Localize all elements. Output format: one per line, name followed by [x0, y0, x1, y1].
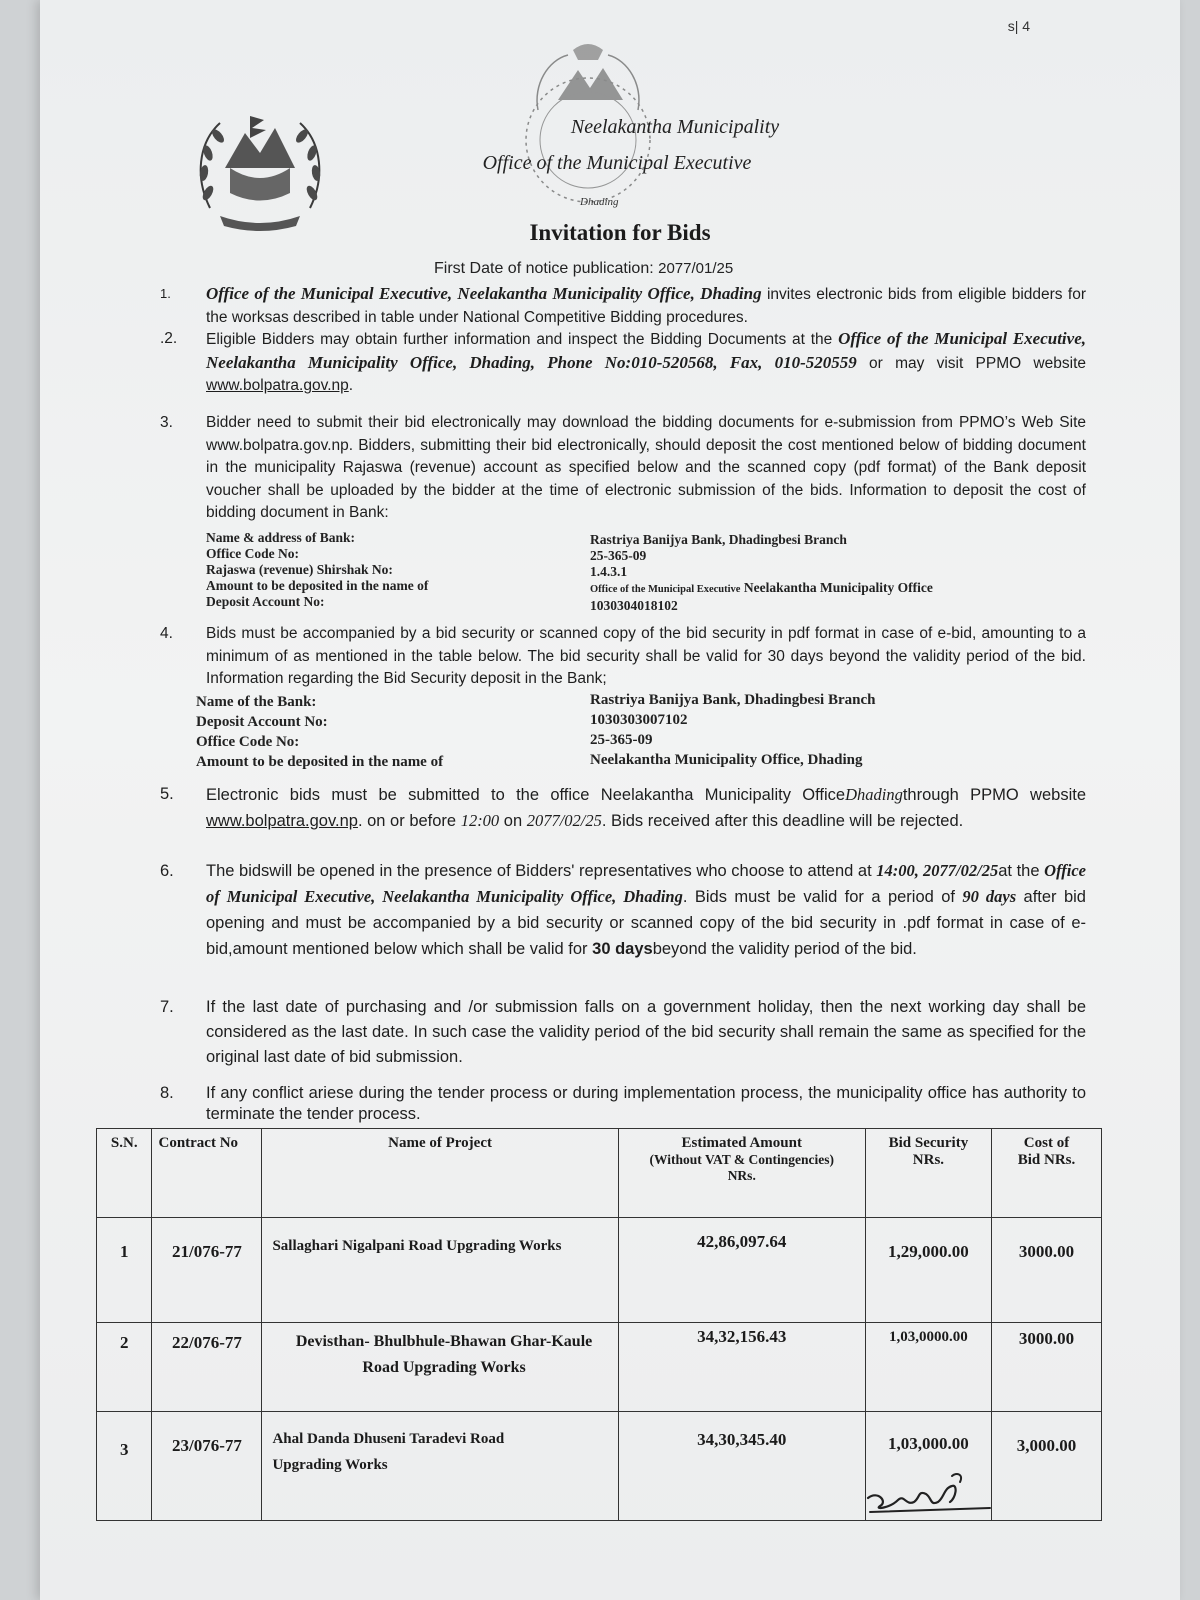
bank-security-values: [590, 690, 875, 770]
cell-sn: 2: [97, 1323, 152, 1412]
clause-2-text-b: or may visit PPMO website: [856, 354, 1086, 372]
clause-number: 8.: [160, 1084, 174, 1102]
shirshak-label: Rajaswa (revenue) Shirshak No:: [206, 562, 393, 577]
ppmo-link[interactable]: www.bolpatra.gov.np: [206, 377, 349, 394]
clause-5-text-c: . on or before: [357, 812, 461, 830]
table-row: [97, 1323, 1102, 1412]
col-sn: S.N.: [97, 1129, 152, 1218]
table-row: [97, 1218, 1102, 1323]
clause-1-text: invites electronic bids from eligible bidders for the worksas described in table under National Competitive Bidding procedures.: [206, 286, 1087, 326]
bid-table: [96, 1128, 1102, 1521]
municipality-name: Neelakantha Municipality: [570, 116, 780, 138]
page-number: s| 4: [1007, 18, 1030, 34]
clause-6-text-e: beyond the validity period of the bid.: [652, 940, 917, 958]
clause-2-office: Office of the Municipal Executive, Neelakantha Municipality Office, Dhading, Phone No:010-520568, Fax, 010-520559: [206, 329, 1086, 372]
clause-6-text: The bidswill be opened in the presence of Bidders' representatives who choose to attend at: [206, 862, 877, 880]
cell-amount: 42,86,097.64: [618, 1218, 865, 1323]
security-name-label: Amount to be deposited in the name of: [196, 754, 444, 770]
col-security: Bid Security NRs.: [865, 1129, 991, 1218]
clause-8-text: If any conflict ariese during the tender process or during implementation process, the municipality office has authority to terminate the tender process.: [206, 1084, 1086, 1123]
district-name: Dhading: [580, 196, 619, 208]
cell-sn: 3: [97, 1412, 152, 1521]
clause-2-text-c: .: [348, 377, 354, 394]
deposit-name-value: Office of the Municipal Executive Neelakantha Municipality Office: [590, 580, 933, 595]
clause-6-office: Office of Municipal Executive, Neelakantha Municipality Office, Dhading: [206, 861, 1086, 906]
clause-5-text-d: on: [499, 812, 527, 830]
deposit-account-label: Deposit Account No:: [206, 594, 325, 609]
cell-contract: 22/076-77: [152, 1323, 262, 1412]
cell-cost: 3000.00: [991, 1218, 1101, 1323]
deadline-time: 12:00: [460, 811, 500, 830]
nepal-emblem-icon: [190, 98, 330, 238]
first-date-value: 2077/01/25: [658, 260, 734, 277]
security-account-value: 1030303007102: [590, 712, 688, 728]
cell-sn: 1: [97, 1218, 152, 1323]
cell-cost: 3000.00: [991, 1323, 1101, 1412]
shirshak-value: 1.4.3.1: [590, 564, 628, 579]
clause-number: 3.: [160, 414, 173, 431]
security-days: 30 days: [592, 940, 653, 958]
security-account-label: Deposit Account No:: [196, 714, 328, 730]
cell-cost: 3,000.00: [991, 1412, 1101, 1521]
security-bank-label: Name of the Bank:: [196, 694, 317, 710]
clause-5-text-b: through PPMO website: [902, 786, 1086, 804]
first-date-line: [434, 260, 733, 278]
ppmo-link-2[interactable]: www.bolpatra.gov.np: [206, 812, 358, 830]
cell-contract: 21/076-77: [152, 1218, 262, 1323]
clause-number: 6.: [160, 862, 174, 880]
col-cost: Cost of Bid NRs.: [991, 1129, 1101, 1218]
clause-number: .2.: [160, 330, 178, 347]
table-header-row: [97, 1129, 1102, 1218]
clause-number: 5.: [160, 785, 174, 803]
deposit-account-value: 1030304018102: [590, 598, 678, 613]
security-bank-value: Rastriya Banijya Bank, Dhadingbesi Branch: [590, 692, 876, 708]
cell-amount: 34,30,345.40: [618, 1412, 865, 1521]
validity-days: 90 days: [962, 887, 1017, 906]
clause-2-text: Eligible Bidders may obtain further information and inspect the Bidding Documents at the: [206, 331, 839, 348]
first-date-label: First Date of notice publication:: [434, 260, 654, 277]
cell-project: Ahal Danda Dhuseni Taradevi Road Upgrading Works: [262, 1412, 618, 1521]
page-title: Invitation for Bids: [529, 220, 711, 245]
clause-7-text: If the last date of purchasing and /or submission falls on a government holiday, then the next working day shall be considered as the last date. In such case the validity period of the bid security shall remain the same as specified for the original last date of bid submission.: [206, 998, 1086, 1066]
bank-cost-values: [590, 532, 933, 614]
bank-name-value: Rastriya Banijya Bank, Dhadingbesi Branch: [590, 532, 847, 547]
clause-6-text-c: . Bids must be valid for a period of: [682, 888, 963, 906]
bank-security-labels: [196, 692, 443, 772]
cell-project: Sallaghari Nigalpani Road Upgrading Works: [262, 1218, 618, 1323]
office-name: Office of the Municipal Executive: [482, 152, 752, 174]
col-amount: Estimated Amount (Without VAT & Contingencies) NRs.: [618, 1129, 865, 1218]
col-project: Name of Project: [262, 1129, 618, 1218]
document-page: [40, 0, 1180, 1600]
security-office-value: 25-365-09: [590, 732, 653, 748]
clause-6-text-b: at the: [998, 862, 1045, 880]
clause-6-text-d: after bid opening and must be accompanied by a bid security or scanned copy of the bid security in .pdf format in case of e-bid,amount mentioned below which shall be valid for: [206, 888, 1086, 958]
bank-name-label: Name & address of Bank:: [206, 530, 356, 545]
clause-1-office: Office of the Municipal Executive, Neelakantha Municipality Office, Dhading: [206, 284, 762, 303]
cell-security: 1,29,000.00: [865, 1218, 991, 1323]
security-office-label: Office Code No:: [196, 734, 300, 750]
cell-amount: 34,32,156.43: [618, 1323, 865, 1412]
office-code-label: Office Code No:: [206, 546, 299, 561]
clause-number: 4.: [160, 625, 173, 642]
clause-4-text: Bids must be accompanied by a bid security or scanned copy of the bid security in pdf format in case of e-bid, amounting to a minimum of as mentioned in the table below. The bid security shall be valid for 30 days beyond the validity period of the bid. Information regarding the Bid Security deposit in the Bank;: [206, 625, 1086, 687]
signature-icon: [860, 1468, 1000, 1528]
cell-contract: 23/076-77: [152, 1412, 262, 1521]
clause-number: 1.: [160, 286, 171, 301]
clause-number: 7.: [160, 998, 174, 1016]
cell-security: 1,03,000.00: [865, 1412, 991, 1521]
security-name-value: Neelakantha Municipality Office, Dhading: [590, 752, 863, 768]
col-contract: Contract No: [152, 1129, 262, 1218]
office-code-value: 25-365-09: [590, 548, 647, 563]
clause-5-text-e: . Bids received after this deadline will be rejected.: [601, 812, 964, 830]
clause-3-text: Bidder need to submit their bid electronically may download the bidding documents for e-submission from PPMO’s Web Site www.bolpatra.gov.np. Bidders, submitting their bid electronically, should deposit the cost mentioned below of bidding document in the municipality Rajaswa (revenue) account as specified below and the scanned copy (pdf format) of the Bank deposit voucher shall be uploaded by the bidder at the time of electronic submission of the bids. Information to deposit the cost of bidding document in Bank:: [206, 414, 1086, 521]
opening-datetime: 14:00, 2077/02/25: [876, 861, 999, 880]
deposit-name-label: Amount to be deposited in the name of: [206, 578, 429, 593]
clause-5-place: Dhading: [845, 785, 903, 804]
deadline-date: 2077/02/25: [526, 811, 602, 830]
cell-project: Devisthan- Bhulbhule-Bhawan Ghar-Kaule Road Upgrading Works: [262, 1323, 618, 1412]
bank-cost-labels: [206, 530, 428, 610]
clause-5-text: Electronic bids must be submitted to the office Neelakantha Municipality Office: [206, 786, 846, 804]
cell-security: 1,03,0000.00: [865, 1323, 991, 1412]
